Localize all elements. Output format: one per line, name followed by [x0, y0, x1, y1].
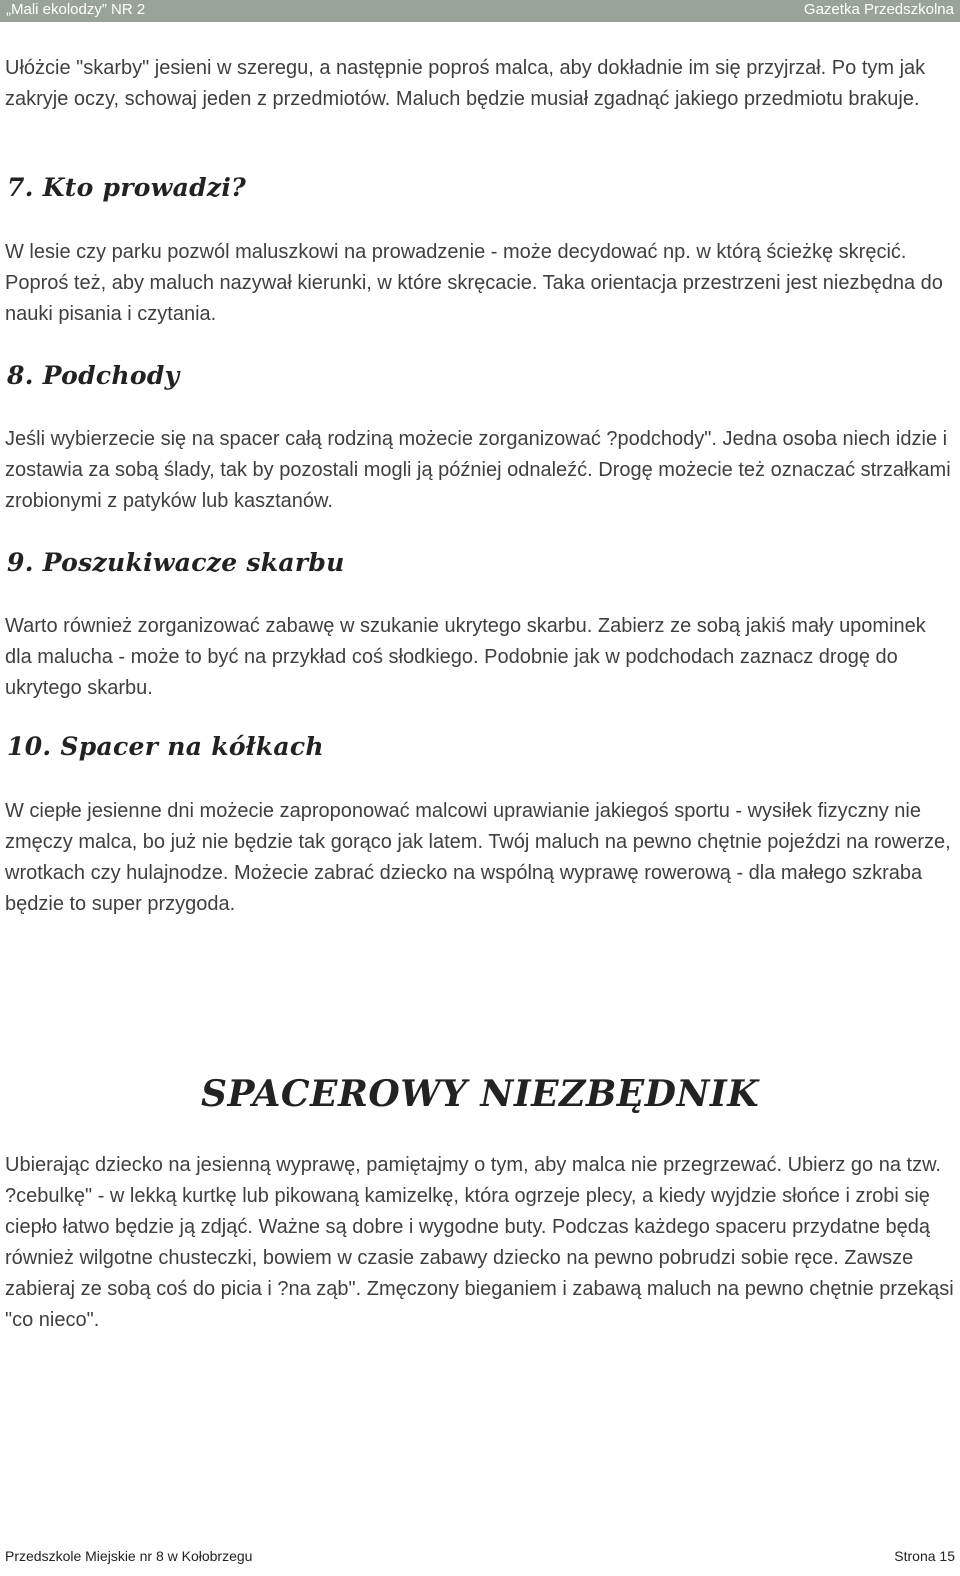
footer-school: Przedszkole Miejskie nr 8 w Kołobrzegu	[5, 1548, 253, 1564]
newsletter-type: Gazetka Przedszkolna	[803, 1, 954, 18]
section-9-heading: 9. Poszukiwacze skarbu	[7, 548, 345, 577]
spacerowy-text: Ubierając dziecko na jesienną wyprawę, pamiętajmy o tym, aby malca nie przegrzewać. Ubierz go na tzw. ?cebulkę" - w lekką kurtkę lub pikowaną kamizelkę, która ogrzeje plecy, a kiedy wyjdzie słońce i zrobi się ciepło łatwo będzie ją zdjąć. Ważne są dobre i wygodne buty. Podczas każdego spaceru przydatne będą również wilgotne chusteczki, bowiem w czasie zabawy dziecko na pewno pobrudzi sobie ręce. Zawsze zabieraj ze sobą coś do picia i ?na ząb". Zmęczony bieganiem i zabawą maluch na pewno chętnie przekąsi "co nieco".	[5, 1154, 954, 1331]
section-10-text: W ciepłe jesienne dni możecie zaproponować malcowi uprawianie jakiegoś sportu - wysiłek fizyczny nie zmęczy malca, bo już nie będzie tak gorąco jak latem. Twój maluch na pewno chętnie pojeździ na rowerze, wrotkach czy hulajnodze. Możecie zabrać dziecko na wspólną wyprawę rowerową - dla małego szkraba będzie to super przygoda.	[5, 800, 951, 915]
newsletter-name: „Mali ekolodzy” NR 2	[6, 1, 146, 18]
spacerowy-title: SPACEROWY NIEZBĘDNIK	[201, 1073, 759, 1115]
section-9-text: Warto również zorganizować zabawę w szukanie ukrytego skarbu. Zabierz ze sobą jakiś mały upominek dla malucha - może to być na przykład coś słodkiego. Podobnie jak w podchodach zaznacz drogę do ukrytego skarbu.	[5, 615, 926, 699]
section-7-heading: 7. Kto prowadzi?	[7, 173, 247, 202]
section-7-text: W lesie czy parku pozwól maluszkowi na prowadzenie - może decydować np. w którą ścieżkę skręcić. Poproś też, aby maluch nazywał kierunki, w które skręcacie. Taka orientacja przestrzeni jest niezbędna do nauki pisania i czytania.	[5, 241, 943, 325]
page-number: Strona 15	[894, 1548, 955, 1564]
section-8-heading: 8. Podchody	[7, 361, 180, 390]
section-8-text: Jeśli wybierzecie się na spacer całą rodziną możecie zorganizować ?podchody". Jedna osoba niech idzie i zostawia za sobą ślady, tak by pozostali mogli ją później odnaleźć. Drogę możecie też oznaczać strzałkami zrobionymi z patyków lub kasztanów.	[5, 428, 951, 512]
section-10-heading: 10. Spacer na kółkach	[7, 732, 324, 761]
intro-paragraph: Ułóżcie "skarby" jesieni w szeregu, a następnie poproś malca, aby dokładnie im się przyjrzał. Po tym jak zakryje oczy, schowaj jeden z przedmiotów. Maluch będzie musiał zgadnąć jakiego przedmiotu brakuje.	[5, 57, 926, 110]
page-header	[0, 0, 960, 22]
